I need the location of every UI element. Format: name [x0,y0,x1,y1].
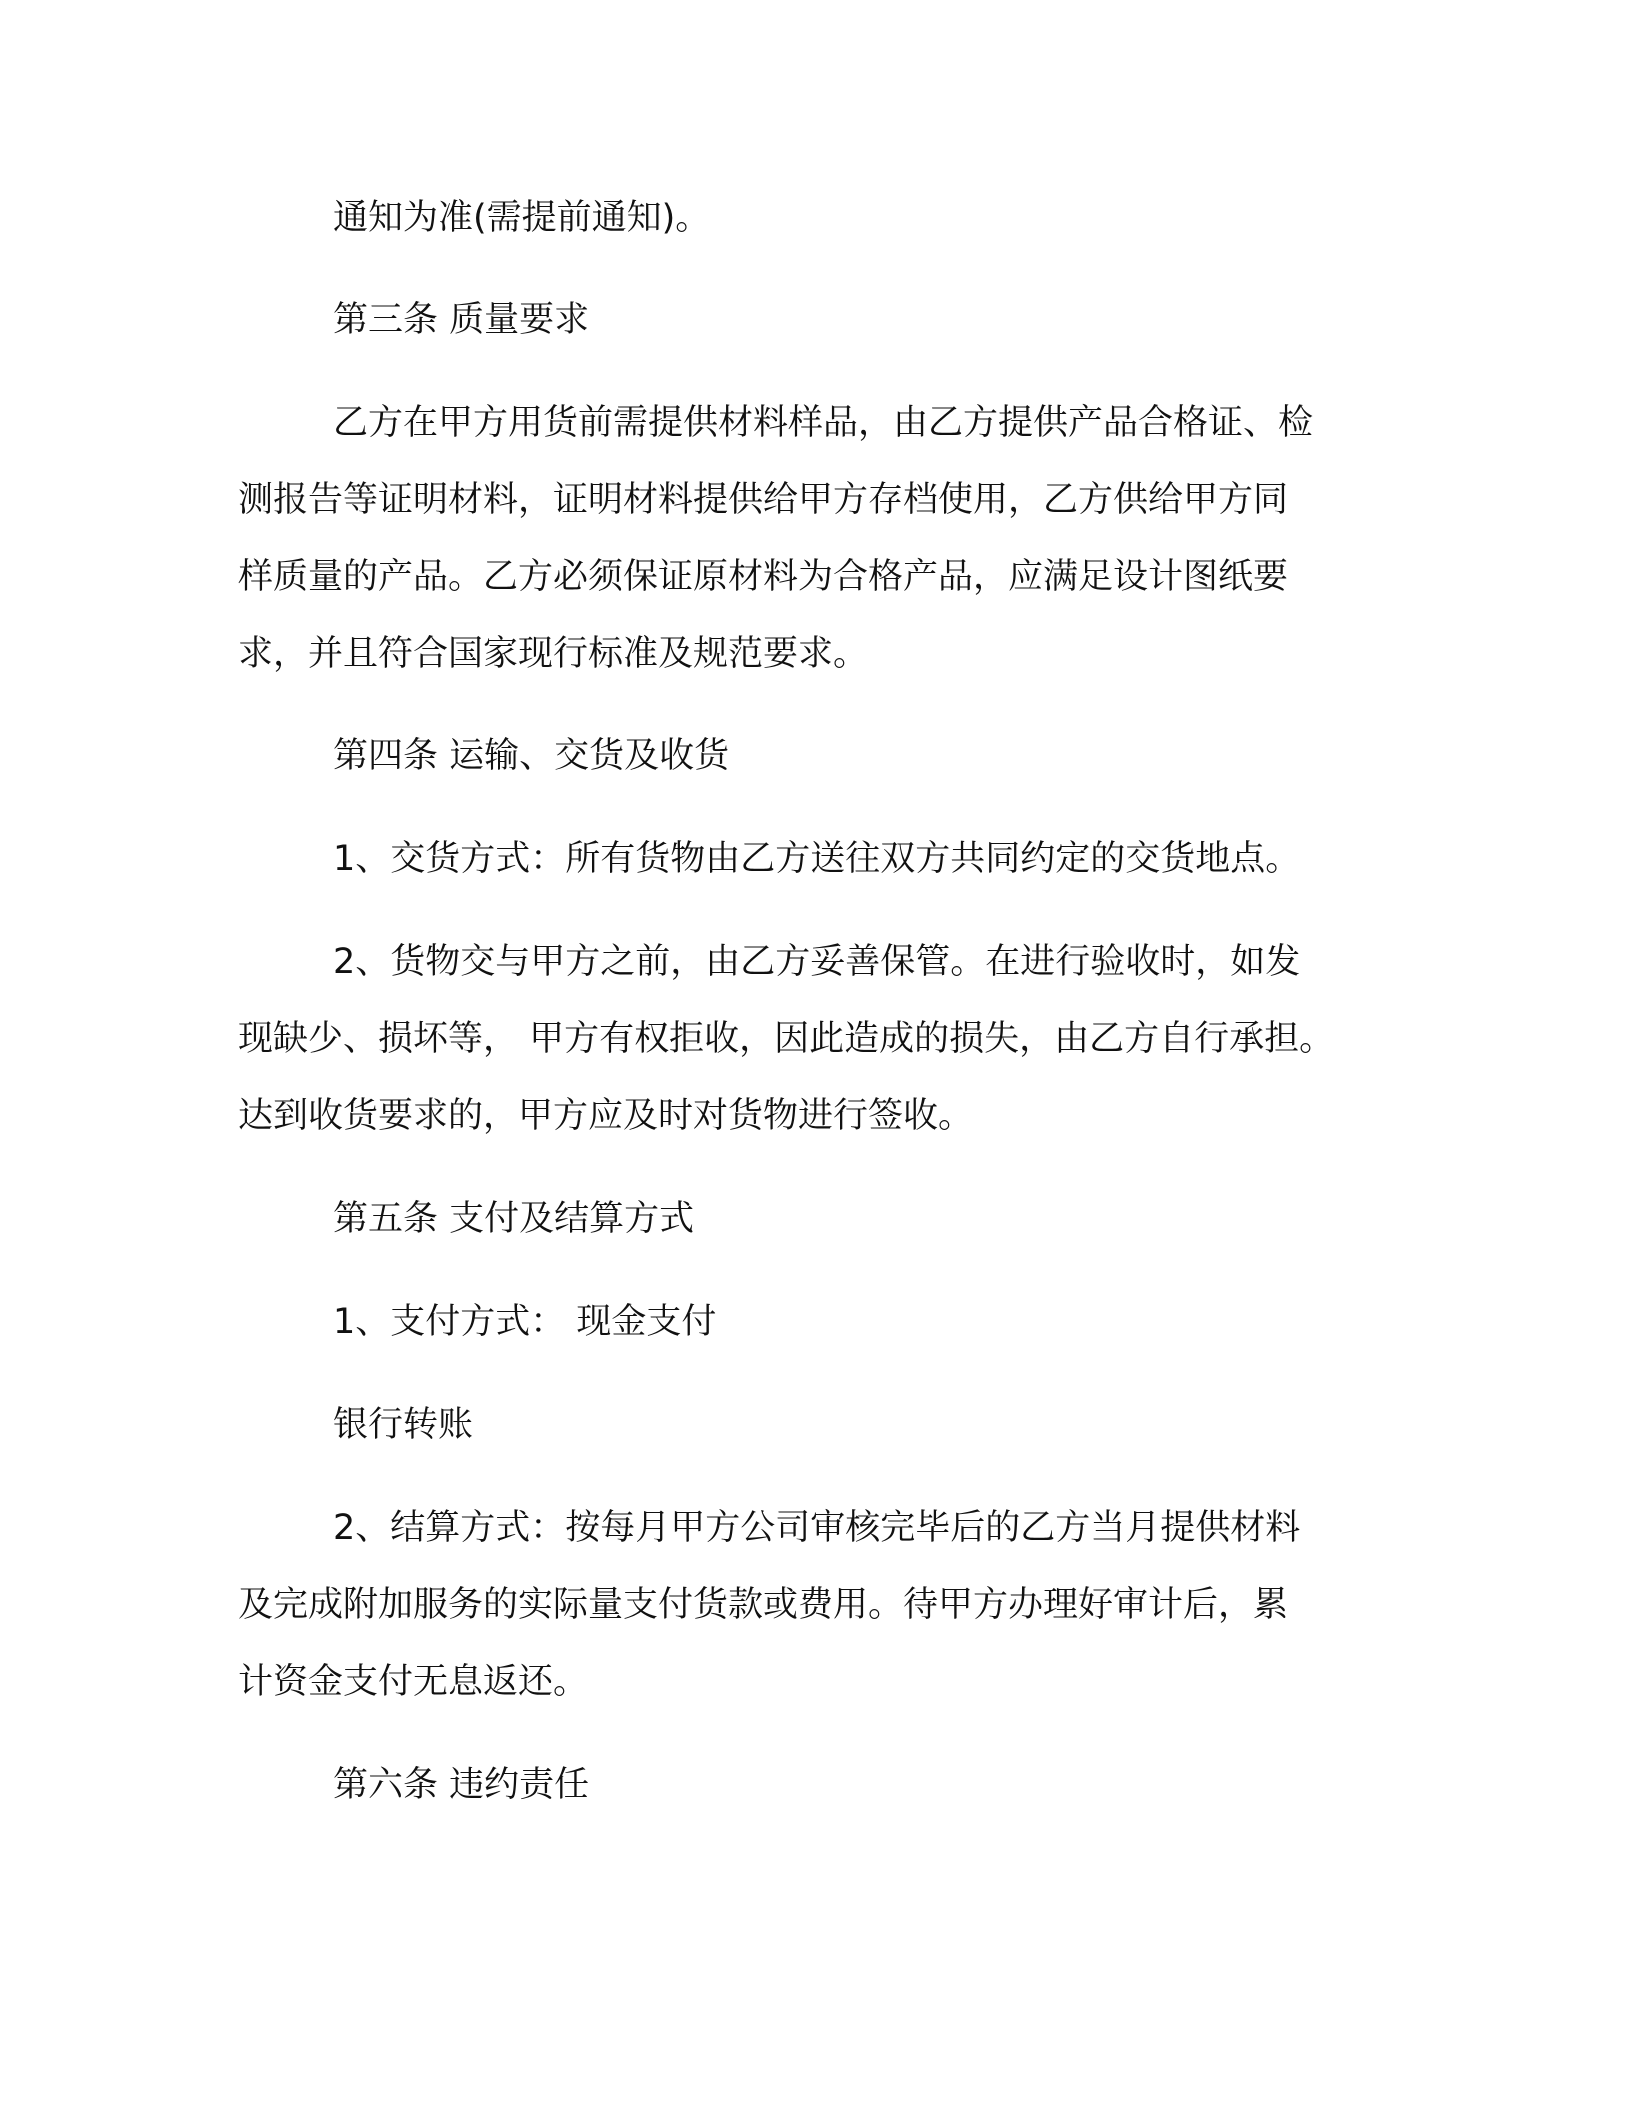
text-line: 1、支付方式： 现金支付 [333,1302,717,1342]
section-heading: 第五条 支付及结算方式 [333,1199,695,1239]
text-line: 银行转账 [333,1405,474,1445]
text-line: 1、交货方式：所有货物由乙方送往双方共同约定的交货地点。 [333,839,1301,879]
text-line: 2、结算方式：按每月甲方公司审核完毕后的乙方当月提供材料 [333,1508,1301,1548]
text-line: 通知为准(需提前通知)。 [333,198,711,238]
section-heading: 第六条 违约责任 [333,1765,590,1805]
text-line: 乙方在甲方用货前需提供材料样品，由乙方提供产品合格证、检 [333,403,1314,443]
text-line: 测报告等证明材料，证明材料提供给甲方存档使用，乙方供给甲方同 [238,480,1289,520]
text-line: 计资金支付无息返还。 [238,1662,589,1702]
text-line: 现缺少、损坏等， 甲方有权拒收，因此造成的损失，由乙方自行承担。 [238,1019,1335,1059]
section-heading: 第三条 质量要求 [333,300,590,340]
text-line: 达到收货要求的，甲方应及时对货物进行签收。 [238,1096,974,1136]
section-heading: 第四条 运输、交货及收货 [333,736,730,776]
text-line: 样质量的产品。乙方必须保证原材料为合格产品，应满足设计图纸要 [238,557,1289,597]
text-line: 2、货物交与甲方之前，由乙方妥善保管。在进行验收时，如发 [333,942,1301,982]
text-line: 及完成附加服务的实际量支付货款或费用。待甲方办理好审计后，累 [238,1585,1289,1625]
text-line: 求，并且符合国家现行标准及规范要求。 [238,634,869,674]
